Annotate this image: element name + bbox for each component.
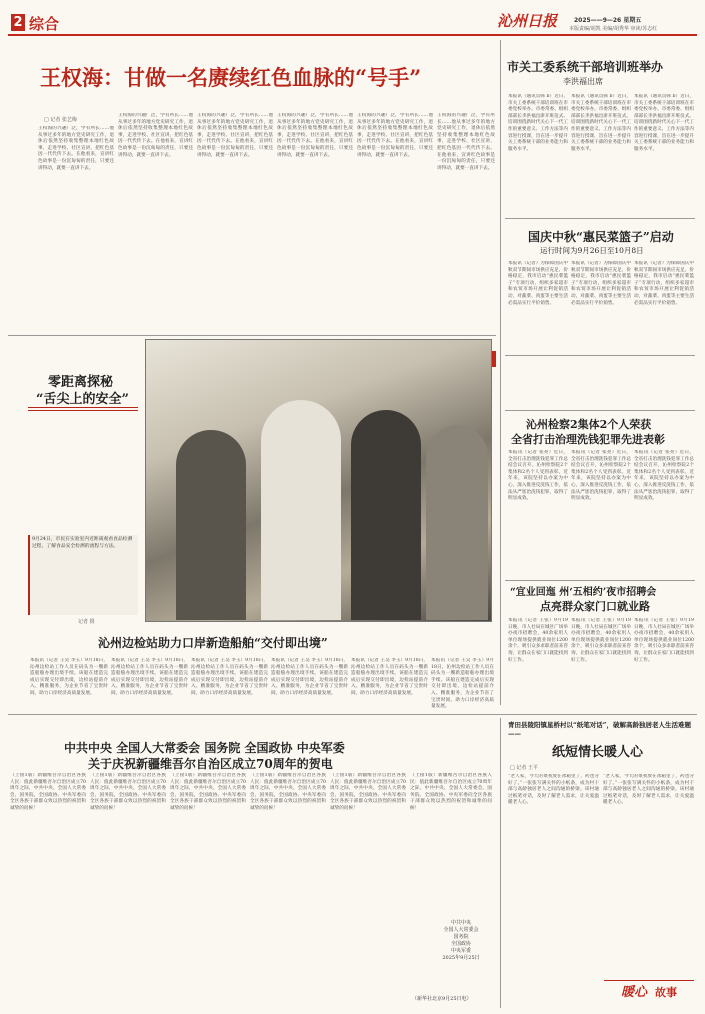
- photo-figure-3: [351, 410, 421, 620]
- top-right-body-2: 本报讯（通讯员韩 b）近日，市关工委系统干部培训班在市委党校举办。市委常委、组织部部长李洪福出席开班仪式。培训围绕新时代关心下一代工作的重要意义、工作方法等内容进行授课，旨在进一步提升关工委系统干部的业务能力和服务水平。: [571, 94, 631, 152]
- port-body-3: 本报讯（记者 王昊 李玉）9月18日，沁州边检站工作人员在码头为一艘新造船舶办理出境手续。该船在建造完成后实现交付即出境，边检站提前介入、精准服务，为企业节省了宝贵时间，助力口岸经济高质量发展。: [191, 658, 268, 696]
- top-right-headline: 市关工委系统干部培训班举办: [507, 60, 664, 74]
- night-fair-body-1: 本报讯（记者 王张）9月19日晚，市人社局在城区广场举办夜市招聘会，40余家用人单位现场提供就业岗位1200余个，吸引众多求职者前来咨询，让群众在家门口就能找到好工作。: [508, 618, 568, 663]
- signature-4: 全国政协: [450, 941, 471, 947]
- warm-body-2: “老人家，今天的菜我放在冰箱里了，药也分好了。”一张张写满关怀的小纸条，成为村干部与高龄独居老人之间沟通的桥梁。该村通过纸笔对话，及时了解老人需求，让关爱温暖老人心。: [603, 774, 694, 806]
- procuratorate-body-2: 本报讯（记者 张亮）近日，全省打击治理洗钱犯罪工作总结会议召开，沁州检察院2个集体和2名个人受到表彰。近年来，该院坚持以办案为中心，深入推进反洗钱工作，依法从严惩治洗钱犯罪，取得了明显成效。: [571, 450, 631, 502]
- mid-right-body-2: 本报讯（记者）为保障国庆中秋双节期间市场供应充足、价格稳定，我市启动“惠民菜篮子”专项行动，组织多家超市和农贸市场开展让利促销活动，对蔬菜、肉蛋等主要生活必需品实行平价销售。: [571, 261, 631, 306]
- port-headline: 沁州边检站助力口岸新造船舶“交付即出境”: [98, 636, 328, 650]
- section-name: 综合: [29, 15, 60, 33]
- safety-caption: 9月24日，市民在实验室内近距离观看食品检测过程，了解食品安全检测的流程与方法。: [28, 535, 138, 615]
- signature-3: 国务院: [453, 934, 469, 940]
- masthead-rule: [8, 34, 697, 36]
- lead-body-col-4: 王权海的兴趣广泛，学有所长……他从事过多年的地方党史研究工作，退休后依然坚持收集整理本地红色故事，走进学校、社区宣讲，把红色基因一代代传下去。在他看来，宣讲红色故事是一份沉甸甸的责任，只要还讲得动，就要一直讲下去。: [277, 113, 353, 158]
- procuratorate-headline-2: 全省打击治理洗钱犯罪先进表彰: [511, 433, 665, 446]
- national-body-2: （上接1版）新疆维吾尔自治区各族人民：值此新疆维吾尔自治区成立70周年之际，中共中央、全国人大常委会、国务院、全国政协、中央军委向全区各族干部群众致以热烈的祝贺和诚挚的问候！: [90, 773, 166, 811]
- divider-bottom: [8, 714, 697, 715]
- signature-1: 中共中央: [450, 920, 471, 926]
- top-right-subhead: 李洪福出席: [563, 77, 603, 86]
- night-fair-body-2: 本报讯（记者 王张）9月19日晚，市人社局在城区广场举办夜市招聘会，40余家用人单位现场提供就业岗位1200余个，吸引众多求职者前来咨询，让群众在家门口就能找到好工作。: [571, 618, 631, 663]
- top-right-body-3: 本报讯（通讯员韩 b）近日，市关工委系统干部培训班在市委党校举办。市委常委、组织部部长李洪福出席开班仪式。培训围绕新时代关心下一代工作的重要意义、工作方法等内容进行授课，旨在进一步提升关工委系统干部的业务能力和服务水平。: [634, 94, 694, 152]
- lead-body-col-3: 王权海的兴趣广泛，学有所长……他从事过多年的地方党史研究工作，退休后依然坚持收集整理本地红色故事，走进学校、社区宣讲，把红色基因一代代传下去。在他看来，宣讲红色故事是一份沉甸甸的责任，只要还讲得动，就要一直讲下去。: [197, 113, 273, 158]
- headline-ornament: [28, 407, 138, 411]
- port-body-4: 本报讯（记者 王昊 李玉）9月18日，沁州边检站工作人员在码头为一艘新造船舶办理出境手续。该船在建造完成后实现交付即出境，边检站提前介入、精准服务，为企业节省了宝贵时间，助力口岸经济高质量发展。: [271, 658, 348, 696]
- photo-figure-2: [261, 400, 341, 620]
- divider-lead: [8, 335, 496, 336]
- divider-3: [505, 580, 695, 581]
- night-fair-headline-1: “宜业回迤 州‘五相约’夜市招聘会: [510, 587, 657, 598]
- national-headline-1: 中共中央 全国人大常委会 国务院 全国政协 中央军委: [64, 741, 345, 755]
- date-line: 2025——9—26 星期五: [574, 17, 642, 24]
- signature-5: 中央军委: [450, 948, 471, 954]
- warm-body-1: “老人家，今天的菜我放在冰箱里了，药也分好了。”一张张写满关怀的小纸条，成为村干部与高龄独居老人之间沟通的桥梁。该村通过纸笔对话，及时了解老人需求，让关爱温暖老人心。: [508, 774, 599, 806]
- mid-right-body-3: 本报讯（记者）为保障国庆中秋双节期间市场供应充足、价格稳定，我市启动“惠民菜篮子”专项行动，组织多家超市和农贸市场开展让利促销活动，对蔬菜、肉蛋等主要生活必需品实行平价销售。: [634, 261, 694, 306]
- lead-body-col-2: 王权海的兴趣广泛，学有所长……他从事过多年的地方党史研究工作，退休后依然坚持收集整理本地红色故事，走进学校、社区宣讲，把红色基因一代代传下去。在他看来，宣讲红色故事是一份沉甸甸的责任，只要还讲得动，就要一直讲下去。: [118, 113, 193, 158]
- port-body-2: 本报讯（记者 王昊 李玉）9月18日，沁州边检站工作人员在码头为一艘新造船舶办理出境手续。该船在建造完成后实现交付即出境，边检站提前介入、精准服务，为企业节省了宝贵时间，助力口岸经济高质量发展。: [111, 658, 188, 696]
- mid-right-body-1: 本报讯（记者）为保障国庆中秋双节期间市场供应充足、价格稳定，我市启动“惠民菜篮子”专项行动，组织多家超市和农贸市场开展让利促销活动，对蔬菜、肉蛋等主要生活必需品实行平价销售。: [508, 261, 568, 306]
- safety-headline-2: “舌尖上的安全”: [36, 392, 129, 407]
- paper-logo: 沁州日报: [497, 12, 558, 30]
- bottom-logo-1: 暖心: [620, 985, 647, 1000]
- national-body-5: （上接1版）新疆维吾尔自治区各族人民：值此新疆维吾尔自治区成立70周年之际，中共中央、全国人大常委会、国务院、全国政协、中央军委向全区各族干部群众致以热烈的祝贺和诚挚的问候！: [330, 773, 406, 811]
- signature-date: 2025年9月25日: [442, 955, 480, 961]
- divider-1: [505, 218, 695, 219]
- national-footnote: （新华社北京9月25日电）: [412, 996, 472, 1002]
- national-signatures: [430, 920, 492, 962]
- signature-2: 全国人大常委会: [443, 927, 479, 933]
- photo-figure-4: [426, 425, 488, 620]
- warm-kicker: 青田县陵阳镇星桥村以“纸笔对话”，破解高龄独居老人生活难题——: [508, 721, 691, 738]
- lead-body-col-5: 王权海的兴趣广泛，学有所长……他从事过多年的地方党史研究工作，退休后依然坚持收集整理本地红色故事，走进学校、社区宣讲，把红色基因一代代传下去。在他看来，宣讲红色故事是一份沉甸甸的责任，只要还讲得动，就要一直讲下去。: [357, 113, 433, 158]
- procuratorate-headline-1: 沁州检察2集体2个人荣获: [526, 418, 652, 431]
- divider-mid-right: [505, 410, 695, 411]
- port-body-5: 本报讯（记者 王昊 李玉）9月18日，沁州边检站工作人员在码头为一艘新造船舶办理出境手续。该船在建造完成后实现交付即出境，边检站提前介入、精准服务，为企业节省了宝贵时间，助力口岸经济高质量发展。: [351, 658, 428, 696]
- national-body-4: （上接1版）新疆维吾尔自治区各族人民：值此新疆维吾尔自治区成立70周年之际，中共中央、全国人大常委会、国务院、全国政协、中央军委向全区各族干部群众致以热烈的祝贺和诚挚的问候！: [250, 773, 326, 811]
- warm-byline: □ 记者 王平: [510, 765, 538, 771]
- safety-headline-1: 零距离探秘: [48, 375, 114, 390]
- national-headline-2: 关于庆祝新疆维吾尔自治区成立70周年的贺电: [88, 757, 333, 771]
- bottom-logo-2: 故事: [655, 986, 678, 999]
- divider-2: [505, 355, 695, 356]
- procuratorate-body-3: 本报讯（记者 张亮）近日，全省打击治理洗钱犯罪工作总结会议召开，沁州检察院2个集体和2名个人受到表彰。近年来，该院坚持以办案为中心，深入推进反洗钱工作，依法从严惩治洗钱犯罪，取得了明显成效。: [634, 450, 694, 502]
- lead-byline: □ 记者 张艺梅: [44, 117, 77, 123]
- lead-headline: 王权海：甘做一名赓续红色血脉的“号手”: [40, 65, 422, 90]
- warm-headline: 纸短情长暖人心: [552, 745, 644, 760]
- night-fair-body-3: 本报讯（记者 王张）9月19日晚，市人社局在城区广场举办夜市招聘会，40余家用人单位现场提供就业岗位1200余个，吸引众多求职者前来咨询，让群众在家门口就能找到好工作。: [634, 618, 694, 663]
- page-number: 2: [11, 14, 25, 31]
- top-right-body-1: 本报讯（通讯员韩 b）近日，市关工委系统干部培训班在市委党校举办。市委常委、组织部部长李洪福出席开班仪式。培训围绕新时代关心下一代工作的重要意义、工作方法等内容进行授课，旨在进一步提升关工委系统干部的业务能力和服务水平。: [508, 94, 568, 152]
- mid-right-headline: 国庆中秋“惠民菜篮子”启动: [528, 230, 674, 244]
- procuratorate-body-1: 本报讯（记者 张亮）近日，全省打击治理洗钱犯罪工作总结会议召开，沁州检察院2个集体和2名个人受到表彰。近年来，该院坚持以办案为中心，深入推进反洗钱工作，依法从严惩治洗钱犯罪，取得了明显成效。: [508, 450, 568, 502]
- national-body-1: （上接1版）新疆维吾尔自治区各族人民：值此新疆维吾尔自治区成立70周年之际，中共中央、全国人大常委会、国务院、全国政协、中央军委向全区各族干部群众致以热烈的祝贺和诚挚的问候！: [10, 773, 86, 811]
- national-body-3: （上接1版）新疆维吾尔自治区各族人民：值此新疆维吾尔自治区成立70周年之际，中共中央、全国人大常委会、国务院、全国政协、中央军委向全区各族干部群众致以热烈的祝贺和诚挚的问候！: [170, 773, 246, 811]
- divider-bottom-col: [500, 718, 501, 1008]
- warm-logo-box: [604, 980, 694, 1006]
- lead-body-col-1: 王权海的兴趣广泛，学有所长……他从事过多年的地方党史研究工作，退休后依然坚持收集整理本地红色故事，走进学校、社区宣讲，把红色基因一代代传下去。在他看来，宣讲红色故事是一份沉甸甸的责任，只要还讲得动，就要一直讲下去。: [38, 126, 114, 171]
- port-body-6: 本报讯（记者 王昊 李玉）9月18日，沁州边检站工作人员在码头为一艘新造船舶办理出境手续。该船在建造完成后实现交付即出境，边检站提前介入、精准服务，为企业节省了宝贵时间，助力口岸经济高质量发展。: [431, 658, 494, 710]
- night-fair-headline-2: 点亮群众家门口就业路: [540, 600, 650, 613]
- photo-figure-1: [176, 430, 246, 620]
- mid-right-subhead: 运行时间为9月26日至10月8日: [540, 246, 644, 255]
- lead-body-col-6: 王权海的兴趣广泛，学有所长……他从事过多年的地方党史研究工作，退休后依然坚持收集整理本地红色故事，走进学校、社区宣讲，把红色基因一代代传下去。在他看来，宣讲红色故事是一份沉甸甸的责任，只要还讲得动，就要一直讲下去。: [437, 113, 495, 171]
- port-body-1: 本报讯（记者 王昊 李玉）9月18日，沁州边检站工作人员在码头为一艘新造船舶办理出境手续。该船在建造完成后实现交付即出境，边检站提前介入、精准服务，为企业节省了宝贵时间，助力口岸经济高质量发展。: [30, 658, 108, 696]
- safety-credit: 记者 摄: [78, 619, 95, 625]
- column-divider: [500, 40, 501, 705]
- national-body-6: （上接1版）新疆维吾尔自治区各族人民：值此新疆维吾尔自治区成立70周年之际，中共中央、全国人大常委会、国务院、全国政协、中央军委向全区各族干部群众致以热烈的祝贺和诚挚的问候！: [410, 773, 492, 811]
- lab-photo: [145, 339, 492, 622]
- editors-line: 本版责编/胡凯 美编/胡秀华 审读/苏志红: [569, 26, 658, 32]
